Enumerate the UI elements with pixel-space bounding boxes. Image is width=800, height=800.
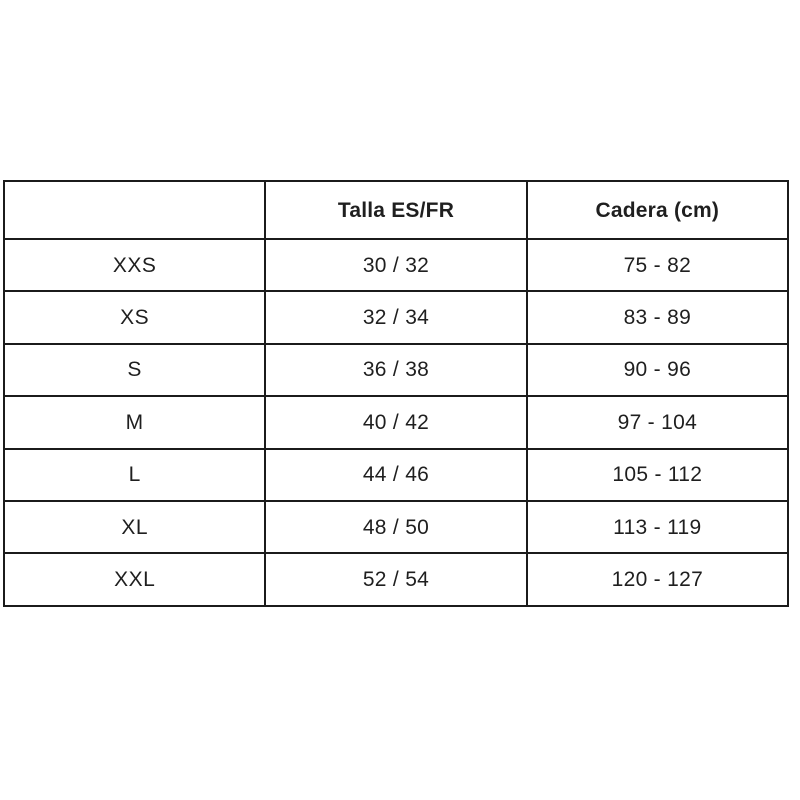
- talla-value: 32 / 34: [265, 291, 526, 343]
- table-row-xl: [4, 501, 788, 553]
- size-chart: [3, 180, 789, 607]
- table-row-s: [4, 344, 788, 396]
- cadera-value: 97 - 104: [527, 396, 788, 448]
- table-row-xs: [4, 291, 788, 343]
- talla-value: 48 / 50: [265, 501, 526, 553]
- table-header-row: [4, 181, 788, 239]
- size-chart-table: [3, 180, 789, 607]
- size-label: XL: [4, 501, 265, 553]
- column-header-cadera-cm: Cadera (cm): [527, 181, 788, 239]
- cadera-value: 120 - 127: [527, 553, 788, 605]
- table-row-m: [4, 396, 788, 448]
- table-row-xxl: [4, 553, 788, 605]
- column-header-talla-es-fr: Talla ES/FR: [265, 181, 526, 239]
- table-row-l: [4, 449, 788, 501]
- cadera-value: 105 - 112: [527, 449, 788, 501]
- table-row-xxs: [4, 239, 788, 291]
- talla-value: 30 / 32: [265, 239, 526, 291]
- cadera-value: 83 - 89: [527, 291, 788, 343]
- size-label: XS: [4, 291, 265, 343]
- talla-value: 52 / 54: [265, 553, 526, 605]
- size-label: S: [4, 344, 265, 396]
- talla-value: 36 / 38: [265, 344, 526, 396]
- talla-value: 40 / 42: [265, 396, 526, 448]
- talla-value: 44 / 46: [265, 449, 526, 501]
- size-label: XXS: [4, 239, 265, 291]
- cadera-value: 90 - 96: [527, 344, 788, 396]
- size-label: XXL: [4, 553, 265, 605]
- size-label: M: [4, 396, 265, 448]
- cadera-value: 75 - 82: [527, 239, 788, 291]
- cadera-value: 113 - 119: [527, 501, 788, 553]
- size-label: L: [4, 449, 265, 501]
- column-header-size: [4, 181, 265, 239]
